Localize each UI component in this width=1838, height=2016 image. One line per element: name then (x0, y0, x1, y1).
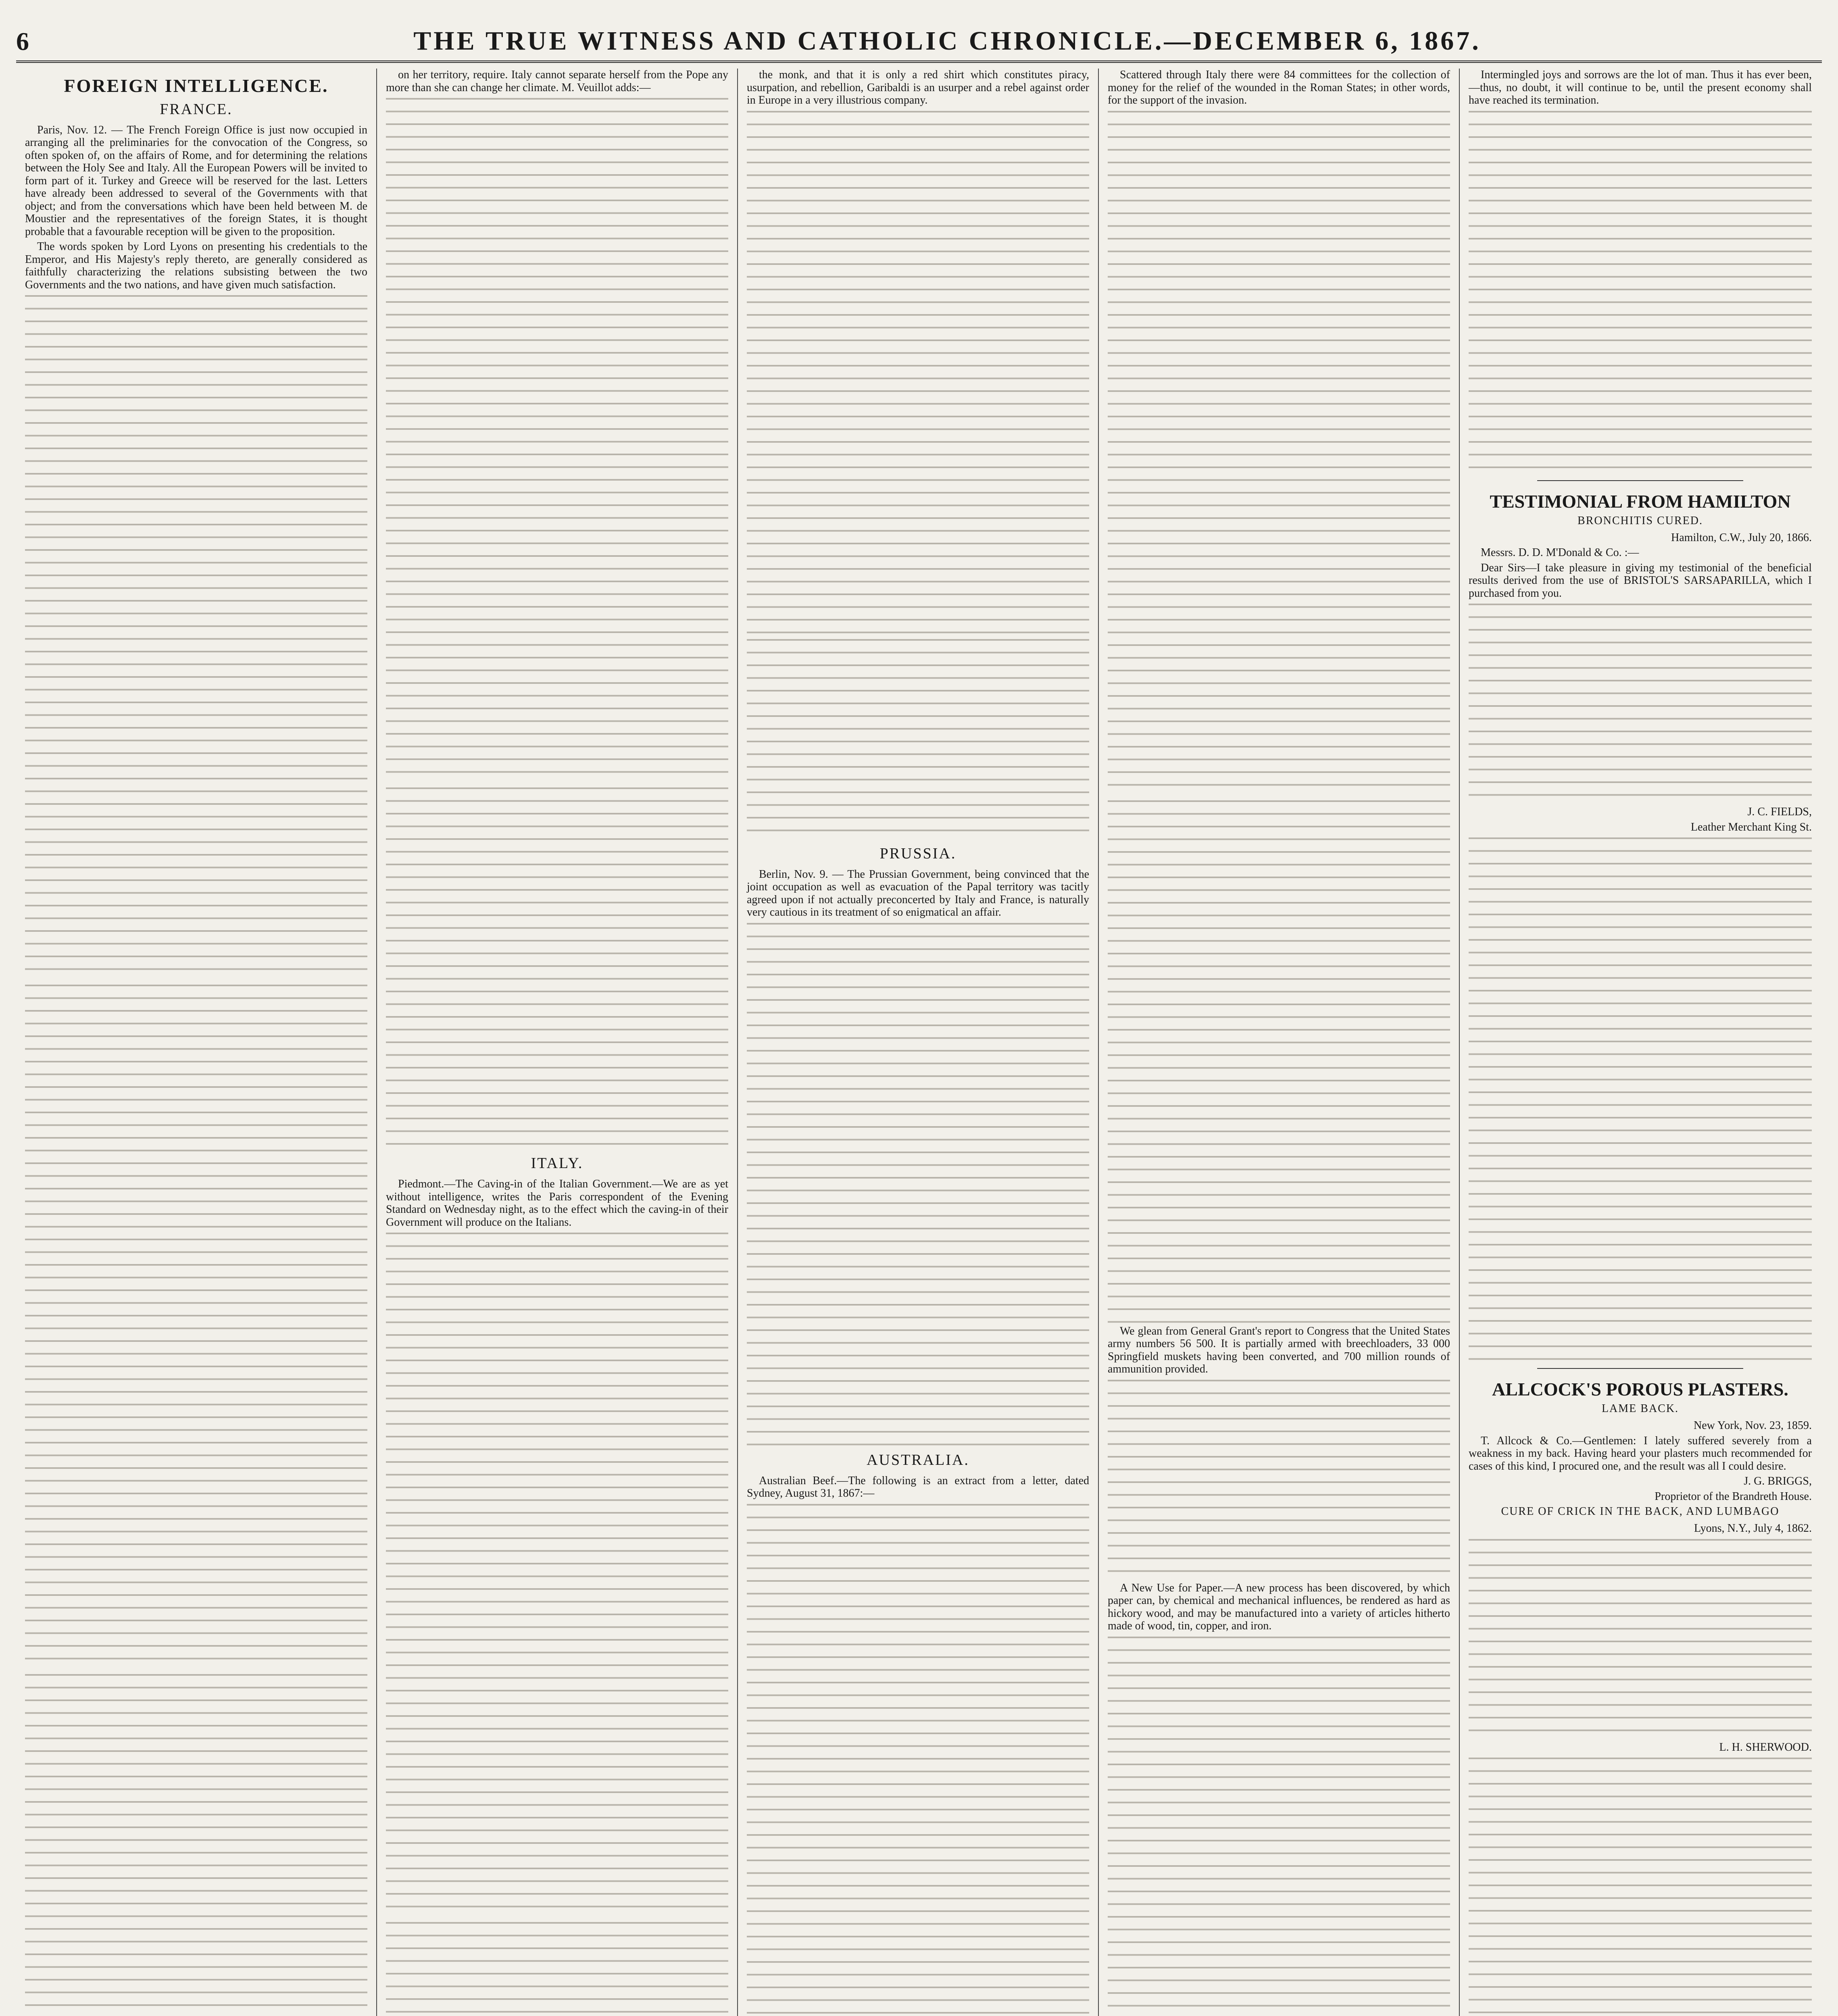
article-paragraph: Scattered through Italy there were 84 committees for the collection of money for the relief of the wounded in the Roman States; in other words, for the support of the invasion. (1108, 69, 1450, 106)
article-paragraph: A New Use for Paper.—A new process has been discovered, by which paper can, by chemical and mechanical influences, be rendered as hard as hickory wood, and may be manufactured into a variety of articles hitherto made of wood, tin, copper, and iron. (1108, 1581, 1450, 1632)
column-5 (1460, 69, 1821, 2016)
illegible-text-block (25, 295, 367, 981)
masthead-rule (16, 60, 1822, 63)
illegible-text-block (25, 985, 367, 1670)
subheading-france: FRANCE. (160, 100, 233, 118)
illegible-text-block (1469, 837, 1812, 1362)
article-paragraph: Intermingled joys and sorrows are the lot of man. Thus it has ever been,—thus, no doubt, it will continue to be, until the present economy shall have reached its termination. (1469, 69, 1812, 106)
illegible-text-block (386, 1922, 728, 2016)
illegible-text-block (386, 787, 728, 1150)
article-paragraph: Piedmont.—The Caving-in of the Italian Government.—We are as yet without intelligence, writes the Paris correspondent of the Evening Standard on Wednesday night, as to the effect which the caving-in of their Government will produce on the Italians. (386, 1178, 728, 1229)
masthead (16, 4, 1822, 56)
illegible-text-block (386, 1233, 728, 1918)
column-4 (1099, 69, 1460, 2016)
illegible-text-block (1469, 1758, 1812, 2016)
ad-body: T. Allcock & Co.—Gentlemen: I lately suffered severely from a weakness in my back. Having heard your plasters much recommended for cases of this kind, I procured one, and the result was all I could desire. (1469, 1434, 1812, 1472)
ad-title-testimonial: TESTIMONIAL FROM HAMILTON (1490, 491, 1791, 512)
masthead-title: THE TRUE WITNESS AND CATHOLIC CHRONICLE.—DECEMBER 6, 1867. (413, 26, 1481, 56)
ad-signature-title: Proprietor of the Brandreth House. (1655, 1490, 1812, 1503)
subheading-prussia: PRUSSIA. (879, 845, 957, 862)
illegible-text-block (747, 1504, 1089, 2016)
subheading-australia: AUSTRALIA. (867, 1451, 969, 1468)
divider (1537, 480, 1743, 481)
illegible-text-block (25, 1674, 367, 2016)
ad-signature: J. G. BRIGGS, (1744, 1475, 1812, 1487)
article-paragraph: The words spoken by Lord Lyons on presenting his credentials to the Emperor, and His Majesty's reply thereto, are generally considered as faithfully characterizing the relations subsisting between the two Governments and the two nations, and have given much satisfaction. (25, 240, 367, 291)
article-paragraph: Berlin, Nov. 9. — The Prussian Government, being convinced that the joint occupation as well as evacuation of the Papal territory was tacitly agreed upon if not actually preconcerted by Italy and France, is naturally very cautious in its treatment of so enigmatical an affair. (747, 868, 1089, 918)
article-paragraph: Paris, Nov. 12. — The French Foreign Office is just now occupied in arranging all the preliminaries for the convocation of the Congress, so often spoken of, on the affairs of Rome, and for determining the relations between the Holy See and Italy. All the European Powers will be invited to form part of it. Turkey and Greece will be reserved for the last. Letters have already been addressed to several of the Governments with that object; and from the conversations which have been held between M. de Moustier and the representatives of the foreign States, it is thought probable that a favourable reception will be given to the proposition. (25, 123, 367, 238)
ad-signature: J. C. FIELDS, (1747, 806, 1812, 818)
illegible-text-block (1469, 1539, 1812, 1741)
ad-subtitle: CURE OF CRICK IN THE BACK, AND LUMBAGO (1501, 1505, 1780, 1518)
article-paragraph: Australian Beef.—The following is an extract from a letter, dated Sydney, August 31, 1867:— (747, 1474, 1089, 1500)
subheading-italy: ITALY. (531, 1155, 583, 1172)
illegible-text-block (1108, 800, 1450, 1325)
illegible-text-block (1108, 111, 1450, 796)
illegible-text-block (747, 639, 1089, 841)
ad-body: Dear Sirs—I take pleasure in giving my testimonial of the beneficial results derived from the use of BRISTOL'S SARSAPARILLA, which I purchased from you. (1469, 561, 1812, 600)
ad-signature-title: Leather Merchant King St. (1690, 821, 1812, 833)
divider (1537, 1368, 1743, 1369)
column-1 (16, 69, 377, 2016)
illegible-text-block (1469, 604, 1812, 805)
ad-signature: L. H. SHERWOOD. (1719, 1741, 1812, 1754)
columns (16, 69, 1822, 2016)
article-paragraph: We glean from General Grant's report to Congress that the United States army numbers 56 500. It is partially armed with breechloaders, 33 000 Springfield muskets having been converted, and 700 million rounds of ammunition provided. (1108, 1325, 1450, 1375)
section-heading: FOREIGN INTELLIGENCE. (64, 75, 329, 96)
ad-dateline: Lyons, N.Y., July 4, 1862. (1694, 1522, 1812, 1535)
illegible-text-block (386, 98, 728, 783)
illegible-text-block (747, 111, 1089, 635)
ad-subtitle: BRONCHITIS CURED. (1578, 514, 1703, 527)
page-number: 6 (16, 27, 29, 56)
illegible-text-block (1469, 111, 1812, 474)
article-paragraph: the monk, and that it is only a red shirt which constitutes piracy, usurpation, and rebellion, Garibaldi is an usurper and a rebel against order in Europe in a very illustrious company. (747, 69, 1089, 106)
ad-subtitle: LAME BACK. (1601, 1402, 1679, 1415)
ad-title-allcock: ALLCOCK'S POROUS PLASTERS. (1492, 1379, 1788, 1400)
ad-dateline: Hamilton, C.W., July 20, 1866. (1671, 531, 1812, 544)
column-2 (377, 69, 738, 2016)
illegible-text-block (1108, 1637, 1450, 2016)
illegible-text-block (747, 923, 1089, 1447)
ad-dateline: New York, Nov. 23, 1859. (1694, 1419, 1812, 1432)
illegible-text-block (1108, 1380, 1450, 1581)
article-paragraph: on her territory, require. Italy cannot separate herself from the Pope any more than she can change her climate. M. Veuillot adds:— (386, 69, 728, 94)
ad-salutation: Messrs. D. D. M'Donald & Co. :— (1481, 546, 1639, 559)
column-3 (738, 69, 1099, 2016)
